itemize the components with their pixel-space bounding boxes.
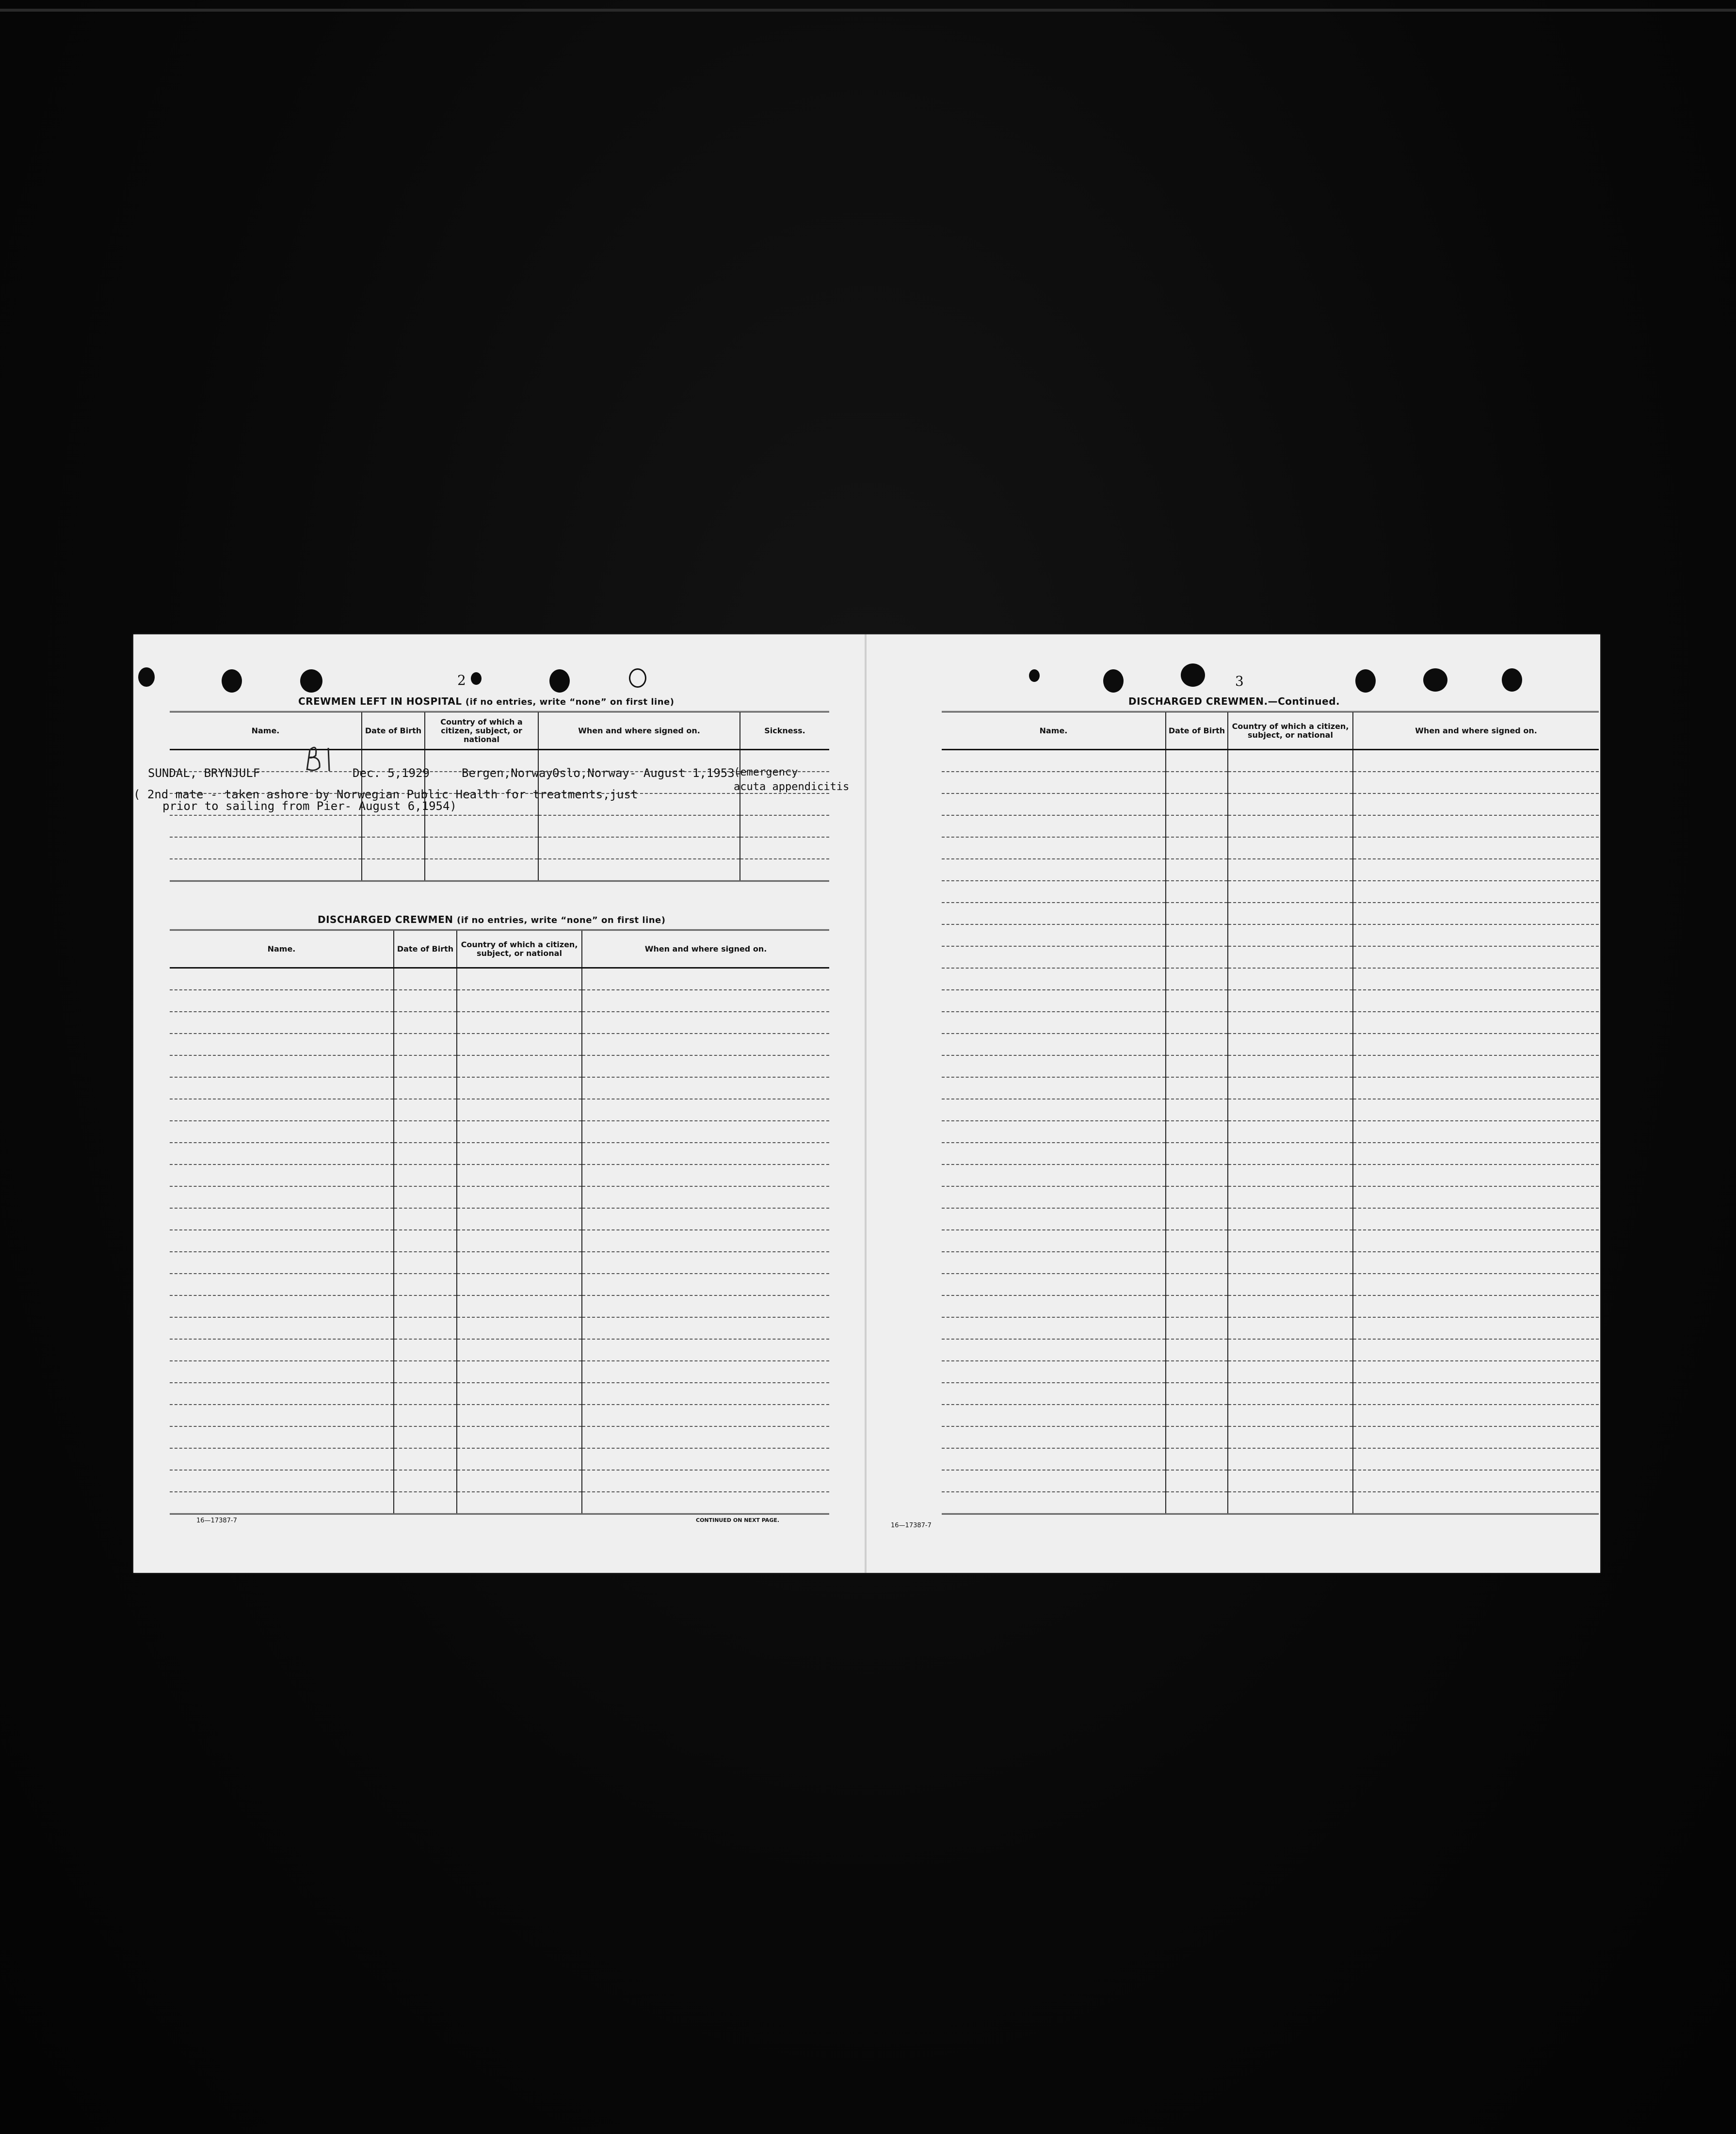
table-row bbox=[942, 1099, 1599, 1121]
column-header: Name. bbox=[170, 712, 362, 750]
punch-hole bbox=[1502, 668, 1522, 692]
column-header: Date of Birth bbox=[362, 712, 425, 750]
table-row bbox=[170, 837, 829, 859]
table-row bbox=[942, 1405, 1599, 1426]
discharged-title-text: DISCHARGED CREWMEN bbox=[318, 914, 453, 925]
film-edge bbox=[0, 9, 1736, 12]
punch-hole bbox=[138, 667, 155, 687]
table-row bbox=[942, 1121, 1599, 1143]
punch-hole bbox=[222, 669, 242, 693]
table-row bbox=[170, 1208, 829, 1230]
table-row bbox=[170, 1186, 829, 1208]
punch-hole bbox=[1029, 669, 1040, 682]
table-row bbox=[942, 1361, 1599, 1383]
hospital-section-title bbox=[298, 695, 674, 707]
table-row bbox=[170, 1470, 829, 1492]
table-row bbox=[170, 815, 829, 837]
table-row bbox=[170, 1055, 829, 1077]
hospital-title-note: (if no entries, write “none” on first line) bbox=[465, 697, 675, 707]
table-row bbox=[942, 1034, 1599, 1055]
table-row bbox=[170, 990, 829, 1012]
discharged-continued-title: DISCHARGED CREWMEN.—Continued. bbox=[1128, 695, 1340, 707]
table-row bbox=[942, 881, 1599, 903]
column-header: When and where signed on. bbox=[582, 930, 829, 968]
table-row bbox=[942, 1143, 1599, 1164]
table-row bbox=[942, 903, 1599, 924]
right-page bbox=[867, 634, 1600, 1573]
column-header: Name. bbox=[942, 712, 1166, 750]
discharged-continued-table bbox=[942, 711, 1599, 1515]
table-row bbox=[170, 1492, 829, 1514]
table-row bbox=[942, 1012, 1599, 1034]
table-row bbox=[942, 968, 1599, 990]
table-row bbox=[942, 990, 1599, 1012]
table-row bbox=[942, 1164, 1599, 1186]
table-row bbox=[170, 1143, 829, 1164]
table-row bbox=[170, 1361, 829, 1383]
column-header: Country of which a citizen, subject, or national bbox=[425, 712, 538, 750]
table-row bbox=[942, 946, 1599, 968]
column-header: When and where signed on. bbox=[538, 712, 740, 750]
table-row bbox=[942, 1448, 1599, 1470]
entry-signed-on: Oslo,Norway- August 1,1953- bbox=[552, 766, 742, 780]
table-row bbox=[942, 815, 1599, 837]
table-row bbox=[942, 793, 1599, 815]
table-row bbox=[942, 1317, 1599, 1339]
punch-hole bbox=[549, 669, 570, 693]
table-row bbox=[942, 772, 1599, 793]
table-row bbox=[170, 1099, 829, 1121]
table-row bbox=[170, 1164, 829, 1186]
table-row bbox=[170, 1121, 829, 1143]
column-header: Date of Birth bbox=[1166, 712, 1228, 750]
table-row bbox=[942, 1252, 1599, 1274]
table-row bbox=[170, 1448, 829, 1470]
table-row bbox=[942, 837, 1599, 859]
page-number: 2 bbox=[457, 672, 466, 688]
table-row bbox=[942, 859, 1599, 881]
column-header: When and where signed on. bbox=[1353, 712, 1599, 750]
discharged-table bbox=[170, 929, 829, 1515]
entry-date-of-birth: Dec. 5,1929 bbox=[353, 766, 430, 780]
table-row bbox=[170, 1230, 829, 1252]
table-row bbox=[942, 1470, 1599, 1492]
table-row bbox=[942, 1230, 1599, 1252]
punch-hole bbox=[1355, 669, 1376, 693]
table-row bbox=[942, 1339, 1599, 1361]
hospital-title-text: CREWMEN LEFT IN HOSPITAL bbox=[298, 695, 462, 707]
table-row bbox=[942, 1383, 1599, 1405]
left-page bbox=[133, 634, 866, 1573]
form-code: 16—17387-7 bbox=[891, 1522, 932, 1529]
table-row bbox=[170, 968, 829, 990]
column-header: Country of which a citizen, subject, or national bbox=[457, 930, 582, 968]
punch-hole bbox=[471, 672, 482, 685]
column-header: Country of which a citizen, subject, or national bbox=[1228, 712, 1353, 750]
punch-hole bbox=[300, 669, 322, 693]
table-row bbox=[170, 1295, 829, 1317]
table-row bbox=[170, 1317, 829, 1339]
entry-name: SUNDAL, BRYNJULF bbox=[148, 766, 260, 780]
table-row bbox=[170, 1383, 829, 1405]
column-header: Name. bbox=[170, 930, 394, 968]
entry-sickness-line2: acuta appendicitis bbox=[734, 781, 850, 793]
page-number: 3 bbox=[1235, 673, 1244, 689]
table-row bbox=[170, 1426, 829, 1448]
table-row bbox=[942, 1274, 1599, 1295]
table-row bbox=[942, 1077, 1599, 1099]
punch-hole bbox=[1423, 668, 1447, 692]
table-row bbox=[942, 1295, 1599, 1317]
discharged-section-title bbox=[318, 914, 666, 925]
table-row bbox=[942, 750, 1599, 772]
entry-country: Bergen,Norway- bbox=[462, 766, 560, 780]
table-row bbox=[942, 1055, 1599, 1077]
table-row bbox=[170, 1077, 829, 1099]
table-row bbox=[170, 1274, 829, 1295]
table-row bbox=[170, 1339, 829, 1361]
table-row bbox=[170, 859, 829, 881]
discharged-title-note: (if no entries, write “none” on first line) bbox=[456, 915, 666, 925]
form-code: 16—17387-7 bbox=[196, 1517, 237, 1524]
entry-note-line2: prior to sailing from Pier- August 6,1954) bbox=[162, 799, 457, 813]
punch-hole bbox=[1181, 663, 1205, 687]
continued-note: CONTINUED ON NEXT PAGE. bbox=[696, 1517, 780, 1523]
table-row bbox=[170, 1012, 829, 1034]
punch-hole bbox=[629, 668, 646, 688]
punch-hole bbox=[1103, 669, 1124, 693]
table-row bbox=[170, 1252, 829, 1274]
table-row bbox=[942, 1492, 1599, 1514]
entry-sickness: (emergency bbox=[734, 766, 798, 778]
table-row bbox=[170, 1034, 829, 1055]
table-row bbox=[942, 1186, 1599, 1208]
table-row bbox=[942, 1426, 1599, 1448]
column-header: Date of Birth bbox=[394, 930, 457, 968]
handwritten-mark-icon bbox=[303, 741, 342, 775]
document-spread bbox=[133, 634, 1600, 1573]
entry-note-line1: ( 2nd mate - taken ashore by Norwegian Public Health for treatments,just bbox=[133, 788, 638, 801]
table-row bbox=[170, 1405, 829, 1426]
column-header: Sickness. bbox=[740, 712, 829, 750]
table-row bbox=[942, 924, 1599, 946]
table-row bbox=[942, 1208, 1599, 1230]
